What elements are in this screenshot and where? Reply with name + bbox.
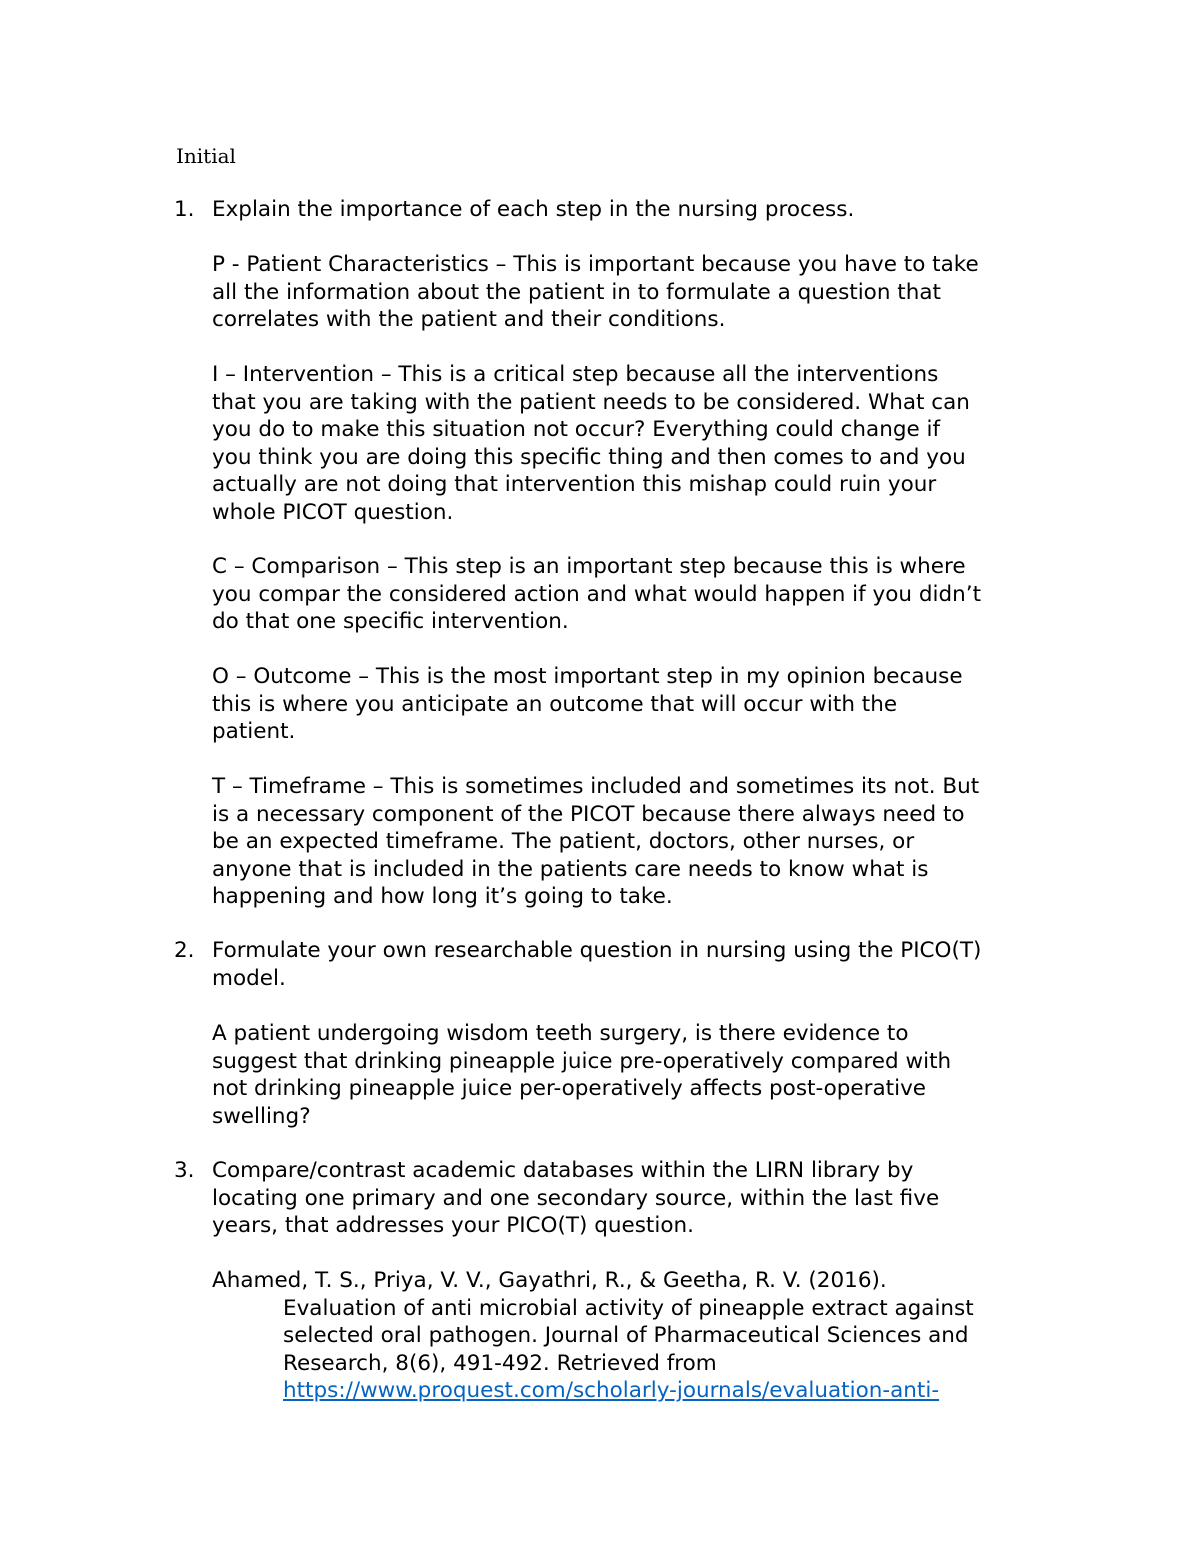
answer-pico-question: A patient undergoing wisdom teeth surgery, is there evidence to suggest that drinking pineapple juice pre-operatively compared with not drinking pineapple juice per-operatively affects post-operative swelling? (212, 1021, 952, 1129)
header-label: Initial (176, 144, 236, 168)
answer-patient-characteristics: P - Patient Characteristics – This is important because you have to take all the information about the patient in to formulate a question that correlates with the patient and their conditions. (212, 252, 979, 332)
question-number-1: 1. (174, 197, 195, 222)
question-number-3: 3. (174, 1158, 195, 1183)
reference-citation (212, 1267, 1072, 1405)
answer-timeframe: T – Timeframe – This is sometimes included and sometimes its not. But is a necessary component of the PICOT because there always need to be an expected timeframe. The patient, doctors, other nurses, or anyone that is included in the patients care needs to know what is happening and how long it’s going to take. (212, 774, 980, 909)
question-2-text: Formulate your own researchable question in nursing using the PICO(T) model. (212, 938, 982, 991)
question-3-text: Compare/contrast academic databases within the LIRN library by locating one primary and one secondary source, within the last five years, that addresses your PICO(T) question. (212, 1158, 940, 1238)
question-number-2: 2. (174, 938, 195, 963)
answer-outcome: O – Outcome – This is the most important step in my opinion because this is where you anticipate an outcome that will occur with the patient. (212, 664, 963, 744)
reference-line-2: Evaluation of anti microbial activity of pineapple extract against (283, 1295, 974, 1321)
answer-comparison: C – Comparison – This step is an important step because this is where you compar the considered action and what would happen if you didn’t do that one specific intervention. (212, 554, 982, 634)
answer-intervention: I – Intervention – This is a critical step because all the interventions that you are taking with the patient needs to be considered. What can you do to make this situation not occur? Everything could change if you think you are doing this specific thing and then comes to and you actually are not doing that intervention this mishap could ruin your whole PICOT question. (212, 362, 970, 525)
reference-line-3: selected oral pathogen. Journal of Pharmaceutical Sciences and (283, 1323, 969, 1348)
question-1-text: Explain the importance of each step in the nursing process. (212, 197, 855, 222)
reference-link[interactable]: https://www.proquest.com/scholarly-journals/evaluation-anti- (283, 1378, 940, 1403)
reference-link-line (212, 1377, 1072, 1405)
reference-line-4: Research, 8(6), 491-492. Retrieved from (283, 1350, 717, 1376)
reference-line-1: Ahamed, T. S., Priya, V. V., Gayathri, R., & Geetha, R. V. (2016). (212, 1268, 887, 1293)
